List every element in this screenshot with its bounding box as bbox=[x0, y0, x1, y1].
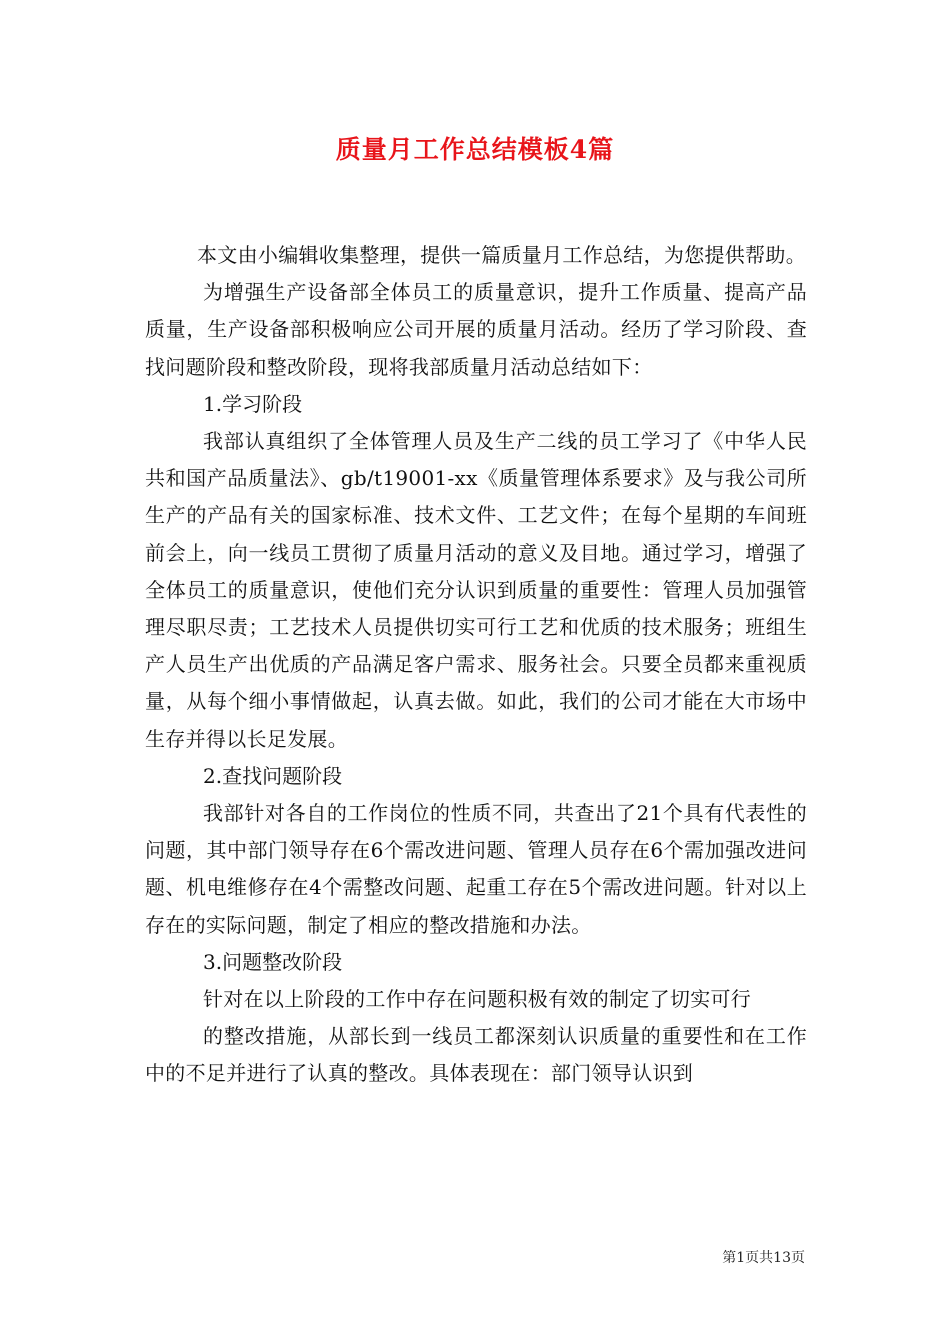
section-heading-study: 1.学习阶段 bbox=[203, 391, 303, 416]
section-heading-problems: 2.查找问题阶段 bbox=[203, 763, 343, 788]
intro-paragraph: 本文由小编辑收集整理，提供一篇质量月工作总结，为您提供帮助。 bbox=[197, 243, 806, 267]
document-title: 质量月工作总结模板4篇 bbox=[335, 135, 615, 164]
document-body bbox=[145, 237, 807, 1093]
problems-paragraph: 我部针对各自的工作岗位的性质不同，共查出了21个具有代表性的问题，其中部门领导存在6个需改进问题、管理人员存在6个需加强改进问题、机电维修存在4个需整改问题、起重工存在5个需改进问题。针对以上存在的实际问题，制定了相应的整改措施和办法。 bbox=[145, 801, 807, 937]
rectification-paragraph: 的整改措施，从部长到一线员工都深刻认识质量的重要性和在工作中的不足并进行了认真的整改。具体表现在：部门领导认识到 bbox=[145, 1024, 807, 1086]
page-number: 第1页共13页 bbox=[722, 1250, 805, 1266]
study-paragraph: 我部认真组织了全体管理人员及生产二线的员工学习了《中华人民共和国产品质量法》、gb/t19001-xx《质量管理体系要求》及与我公司所生产的产品有关的国家标准、技术文件、工艺文件；在每个星期的车间班前会上，向一线员工贯彻了质量月活动的意义及目地。通过学习，增强了全体员工的质量意识，使他们充分认识到质量的重要性：管理人员加强管理尽职尽责；工艺技术人员提供切实可行工艺和优质的技术服务；班组生产人员生产出优质的产品满足客户需求、服务社会。只要全员都来重视质量，从每个细小事情做起，认真去做。如此，我们的公司才能在大市场中生存并得以长足发展。 bbox=[145, 429, 807, 751]
section-heading-rectification: 3.问题整改阶段 bbox=[203, 949, 343, 974]
overview-paragraph: 为增强生产设备部全体员工的质量意识，提升工作质量、提高产品质量，生产设备部积极响应公司开展的质量月活动。经历了学习阶段、查找问题阶段和整改阶段，现将我部质量月活动总结如下： bbox=[145, 280, 807, 379]
rectification-paragraph-line: 针对在以上阶段的工作中存在问题积极有效的制定了切实可行 bbox=[203, 987, 752, 1012]
